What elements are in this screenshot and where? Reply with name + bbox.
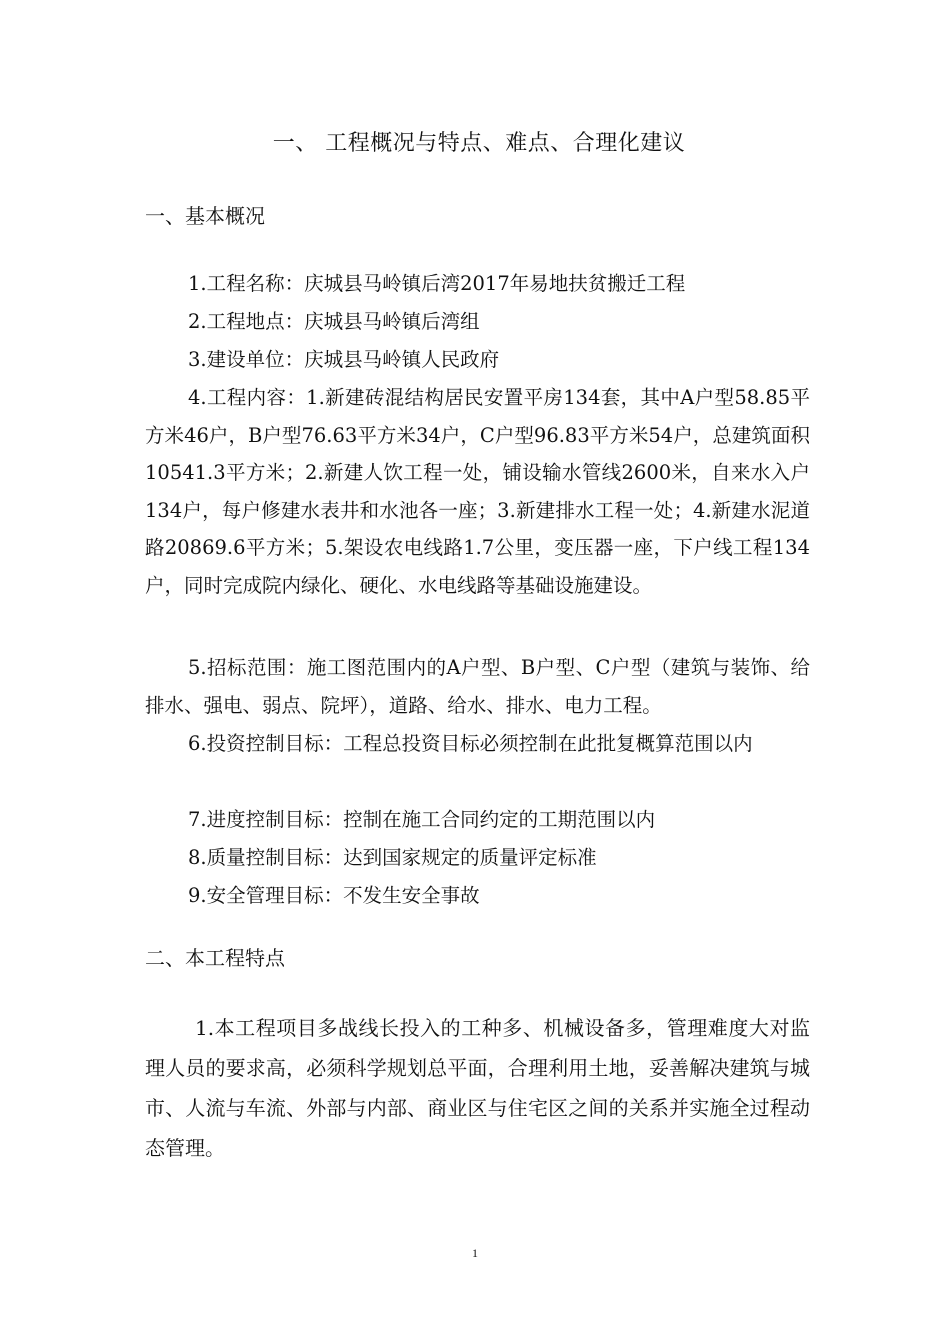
quality-control-item: 8.质量控制目标：达到国家规定的质量评定标准 bbox=[188, 846, 597, 869]
schedule-control-item: 7.进度控制目标：控制在施工合同约定的工期范围以内 bbox=[188, 808, 656, 831]
page-number: 1 bbox=[472, 1246, 478, 1260]
project-feature-paragraph: 1.本工程项目多战线长投入的工种多、机械设备多，管理难度大对监理人员的要求高，必须科学规划总平面，合理利用土地，妥善解决建筑与城市、人流与车流、外部与内部、商业区与住宅区之间的关系并实施全过程动态管理。 bbox=[145, 1016, 810, 1160]
safety-management-item: 9.安全管理目标：不发生安全事故 bbox=[188, 884, 480, 907]
project-location-item: 2.工程地点：庆城县马岭镇后湾组 bbox=[188, 310, 480, 333]
project-name-item: 1.工程名称：庆城县马岭镇后湾2017年易地扶贫搬迁工程 bbox=[188, 272, 686, 295]
bid-scope-item: 5.招标范围：施工图范围内的A户型、B户型、C户型（建筑与装饰、给排水、强电、弱点、院坪），道路、给水、排水、电力工程。 bbox=[145, 656, 810, 717]
document-title: 一、 工程概况与特点、难点、合理化建议 bbox=[272, 131, 686, 156]
investment-control-item: 6.投资控制目标：工程总投资目标必须控制在此批复概算范围以内 bbox=[188, 732, 753, 755]
section-heading-project-features: 二、本工程特点 bbox=[145, 946, 285, 970]
project-content-item: 4.工程内容：1.新建砖混结构居民安置平房134套，其中A户型58.85平方米46户，B户型76.63平方米34户，C户型96.83平方米54户，总建筑面积10541.3平方米；2.新建人饮工程一处，铺设输水管线2600米，自来水入户134户，每户修建水表井和水池各一座；3.新建排水工程一处；4.新建水泥道路20869.6平方米；5.架设农电线路1.7公里，变压器一座，下户线工程134户，同时完成院内绿化、硬化、水电线路等基础设施建设。 bbox=[145, 386, 810, 597]
construction-unit-item: 3.建设单位：庆城县马岭镇人民政府 bbox=[188, 348, 500, 371]
section-heading-basic-overview: 一、基本概况 bbox=[145, 204, 265, 228]
